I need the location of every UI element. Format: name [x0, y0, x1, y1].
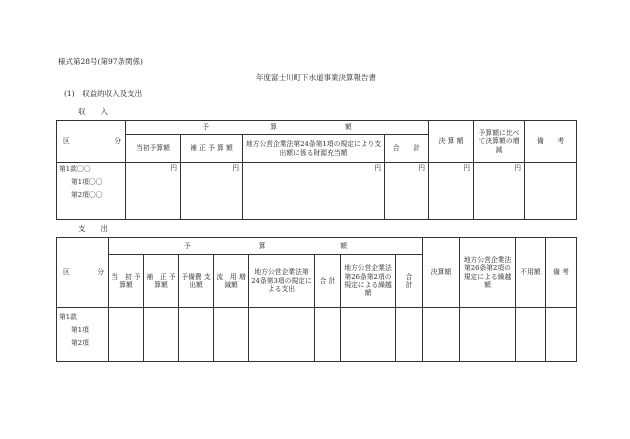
expense-cell — [546, 308, 577, 362]
expense-cell — [396, 308, 423, 362]
expense-settlement-header: 決算額 — [423, 238, 460, 308]
expense-cell — [249, 308, 315, 362]
income-row-2: 第1項〇〇 — [71, 178, 103, 186]
expense-row-3: 第2項 — [71, 339, 89, 347]
expense-cell — [516, 308, 546, 362]
expense-cell — [144, 308, 179, 362]
expense-row-labels — [57, 308, 109, 362]
income-remarks-cell — [525, 163, 577, 220]
expense-cell — [315, 308, 341, 362]
expense-art24-header: 地方公営企業法第24条第3項の規定による支出 — [249, 255, 315, 308]
income-row-3: 第2項〇〇 — [71, 191, 103, 199]
expense-remarks-header: 備 考 — [546, 238, 577, 308]
income-total-unit: 円 — [385, 163, 429, 220]
expense-cell — [109, 308, 144, 362]
expense-budget-header: 予 算 額 — [109, 238, 423, 255]
income-total-header: 合 計 — [385, 135, 429, 163]
form-number: 様式第28号(第97条関係) — [58, 57, 143, 66]
expense-total-header: 合 計 — [315, 255, 341, 308]
income-settlement-unit: 円 — [429, 163, 474, 220]
income-row-1: 第1款〇〇 — [59, 165, 91, 173]
expense-row-1: 第1款 — [59, 313, 77, 321]
income-diff-header: 予算額に比べて決算額の増減 — [474, 121, 525, 163]
income-carryover-unit: 円 — [243, 163, 385, 220]
report-title: 年度富士川町下水道事業決算報告書 — [256, 73, 376, 82]
income-table — [56, 120, 577, 220]
expense-initial-header: 当 初 予算額 — [109, 255, 144, 308]
expense-cell — [179, 308, 214, 362]
income-settlement-header: 決 算 額 — [429, 121, 474, 163]
expense-cell — [214, 308, 249, 362]
expense-supplement-header: 補 正 予算額 — [144, 255, 179, 308]
expense-art26-carry-header: 地方公営企業法第26条第2項の規定による繰越額 — [460, 238, 516, 308]
expense-heading: 支 出 — [78, 224, 108, 233]
income-initial-unit: 円 — [126, 163, 181, 220]
expense-art26-header: 地方公営企業法第26条第2項の規定による繰越額 — [341, 255, 396, 308]
section-heading: (1) 収益的収入及支出 — [64, 89, 143, 98]
income-diff-unit: 円 — [474, 163, 525, 220]
income-heading: 収 入 — [78, 107, 108, 116]
income-supplement-header: 補 正 予 算 額 — [181, 135, 243, 163]
expense-reserve-header: 予備費 支出額 — [179, 255, 214, 308]
expense-cell — [423, 308, 460, 362]
expense-total2-header: 合 計 — [396, 255, 423, 308]
income-budget-header: 予 算 額 — [126, 121, 429, 135]
expense-transfer-header: 流 用 増減額 — [214, 255, 249, 308]
income-supplement-unit: 円 — [181, 163, 243, 220]
expense-kubun-header: 区 分 — [57, 238, 109, 308]
income-initial-header: 当初予算額 — [126, 135, 181, 163]
expense-cell — [341, 308, 396, 362]
expense-table — [56, 237, 577, 362]
income-row-labels — [57, 163, 126, 220]
income-carryover-header: 地方公営企業法第24条第1項の規定により支出額に係る財源充当額 — [243, 135, 385, 163]
expense-row-2: 第1項 — [71, 326, 89, 334]
expense-unused-header: 不用額 — [516, 238, 546, 308]
income-remarks-header: 備 考 — [525, 121, 577, 163]
income-kubun-header: 区 分 — [57, 121, 126, 163]
expense-cell — [460, 308, 516, 362]
